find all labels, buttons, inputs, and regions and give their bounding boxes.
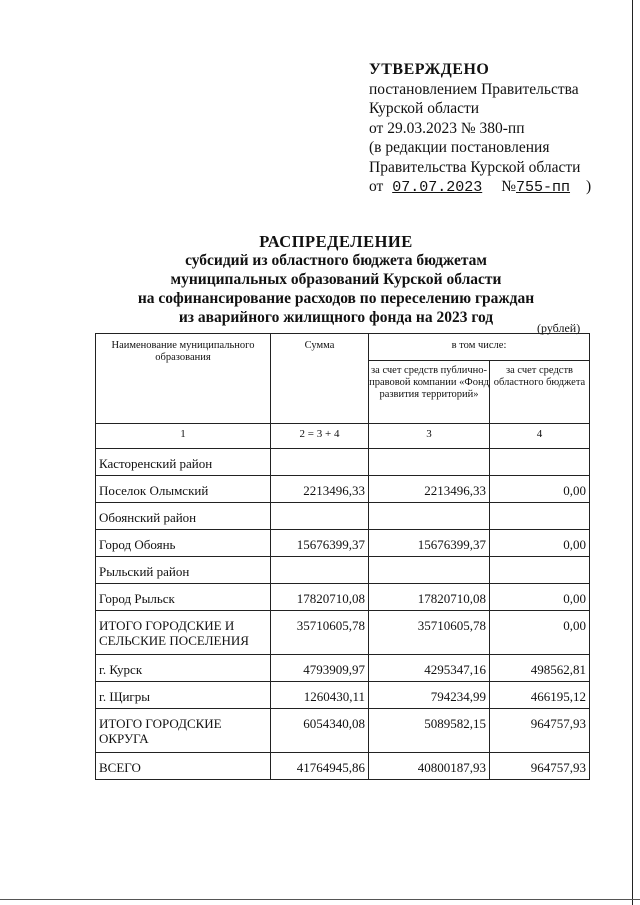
row-regional: 466195,12 [490,682,590,709]
table-row [96,476,590,503]
row-sum: 1260430,11 [271,682,369,709]
approval-edition-line [369,177,591,198]
row-name: г. Щигры [96,682,271,709]
row-regional: 964757,93 [490,709,590,753]
row-fund [369,449,490,476]
col-number-4: 4 [490,424,590,449]
row-regional: 0,00 [490,476,590,503]
title-line-1: субсидий из областного бюджета бюджетам [185,252,487,269]
row-sum: 2213496,33 [271,476,369,503]
header-regional: за счет средств областного бюджета [490,361,590,424]
title-line-3: на софинансирование расходов по переселению граждан [137,290,535,307]
row-fund: 35710605,78 [369,611,490,655]
row-regional: 0,00 [490,530,590,557]
row-regional: 964757,93 [490,753,590,780]
row-regional: 0,00 [490,611,590,655]
edition-number-prefix: № [501,178,516,195]
row-sum: 4793909,97 [271,655,369,682]
row-name: г. Курск [96,655,271,682]
approval-line-3: от 29.03.2023 № 380-пп [369,119,525,137]
header-name: Наименование муниципального образования [96,334,271,424]
row-regional [490,449,590,476]
table-row-subtotal [96,611,590,655]
row-fund: 40800187,93 [369,753,490,780]
row-name: Город Рыльск [96,584,271,611]
row-fund [369,503,490,530]
row-name: Поселок Олымский [96,476,271,503]
row-sum: 35710605,78 [271,611,369,655]
table-row [96,530,590,557]
row-sum [271,557,369,584]
title-line-4: из аварийного жилищного фонда на 2023 год [178,309,494,326]
approval-line-4: (в редакции постановления [369,139,550,156]
col-number-2: 2 = 3 + 4 [271,424,369,449]
col-number-1: 1 [96,424,271,449]
row-name: Рыльский район [96,557,271,584]
row-fund: 4295347,16 [369,655,490,682]
table-row [96,682,590,709]
table-row [96,557,590,584]
row-sum [271,449,369,476]
row-name: Обоянский район [96,503,271,530]
approval-line-1: постановлением Правительства [369,80,579,98]
edition-close: ) [586,178,592,195]
edition-number: 755-пп [516,179,571,196]
approval-block [369,60,591,198]
row-sum: 6054340,08 [271,709,369,753]
table-row [96,655,590,682]
table-row [96,449,590,476]
row-name: ИТОГО ГОРОДСКИЕ И СЕЛЬСКИЕ ПОСЕЛЕНИЯ [96,611,271,655]
row-regional: 498562,81 [490,655,590,682]
row-fund [369,557,490,584]
row-fund: 17820710,08 [369,584,490,611]
row-fund: 15676399,37 [369,530,490,557]
edition-prefix: от [369,178,384,195]
row-regional [490,503,590,530]
page-border-right [632,0,633,905]
col-number-3: 3 [369,424,490,449]
row-name: ВСЕГО [96,753,271,780]
header-sum: Сумма [271,334,369,424]
row-sum: 41764945,86 [271,753,369,780]
row-name: Касторенский район [96,449,271,476]
row-regional [490,557,590,584]
row-name: Город Обоянь [96,530,271,557]
row-fund: 5089582,15 [369,709,490,753]
approval-heading: УТВЕРЖДЕНО [369,61,490,78]
table-row-total [96,753,590,780]
approval-line-5: Правительства Курской области [369,158,581,176]
row-sum: 17820710,08 [271,584,369,611]
row-sum: 15676399,37 [271,530,369,557]
title-line-2: муниципальных образований Курской области [170,271,502,288]
units-label: (рублей) [537,321,581,335]
table-row [96,584,590,611]
header-fund: за счет средств публично-правовой компании «Фонд развития территорий» [369,361,490,424]
title-main: РАСПРЕДЕЛЕНИЕ [259,232,413,251]
page-border-bottom [0,899,640,900]
row-sum [271,503,369,530]
row-regional: 0,00 [490,584,590,611]
header-including: в том числе: [369,334,590,361]
row-name: ИТОГО ГОРОДСКИЕ ОКРУГА [96,709,271,753]
row-fund: 2213496,33 [369,476,490,503]
row-fund: 794234,99 [369,682,490,709]
document-title [0,232,640,327]
table-row-subtotal [96,709,590,753]
approval-line-2: Курской области [369,100,480,117]
edition-date: 07.07.2023 [392,179,483,196]
subsidy-table [95,333,590,780]
table-row [96,503,590,530]
